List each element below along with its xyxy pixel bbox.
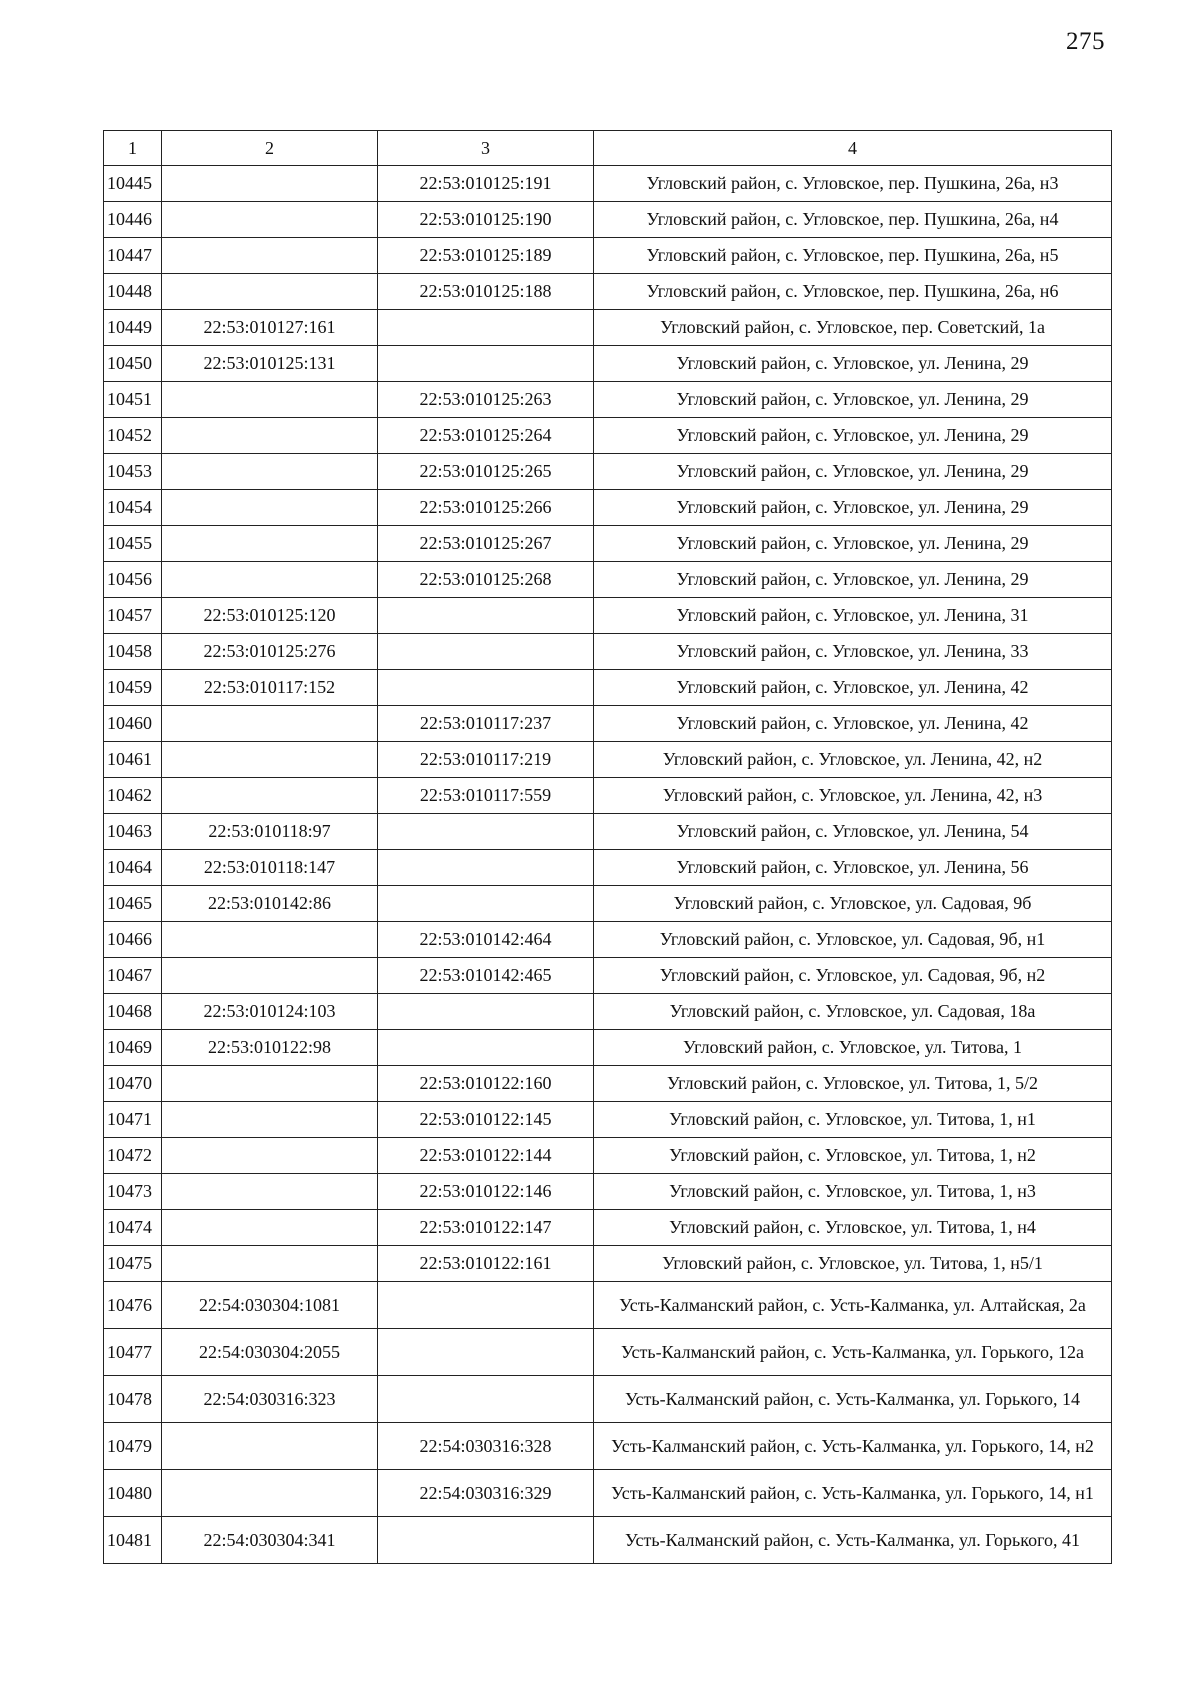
cadastral-number-col2: 22:53:010142:86 <box>162 886 378 922</box>
cadastral-number-col3: 22:54:030316:329 <box>378 1470 594 1517</box>
address-cell: Угловский район, с. Угловское, ул. Садовая, 9б <box>594 886 1112 922</box>
row-number-cell: 10459 <box>104 670 162 706</box>
address-cell: Угловский район, с. Угловское, ул. Ленина, 54 <box>594 814 1112 850</box>
cadastral-number-col3 <box>378 346 594 382</box>
cadastral-number-col3 <box>378 1517 594 1564</box>
row-number-cell: 10457 <box>104 598 162 634</box>
address-cell: Угловский район, с. Угловское, ул. Ленина, 29 <box>594 454 1112 490</box>
table-row <box>104 202 1112 238</box>
cadastral-number-col3: 22:53:010122:147 <box>378 1210 594 1246</box>
address-cell: Угловский район, с. Угловское, ул. Ленина, 29 <box>594 562 1112 598</box>
cadastral-number-col3: 22:53:010125:188 <box>378 274 594 310</box>
cadastral-number-col2 <box>162 1138 378 1174</box>
cadastral-number-col3: 22:53:010125:265 <box>378 454 594 490</box>
row-number-cell: 10446 <box>104 202 162 238</box>
address-cell: Угловский район, с. Угловское, пер. Советский, 1а <box>594 310 1112 346</box>
address-cell: Угловский район, с. Угловское, ул. Ленина, 29 <box>594 346 1112 382</box>
cadastral-number-col3: 22:54:030316:328 <box>378 1423 594 1470</box>
row-number-cell: 10453 <box>104 454 162 490</box>
header-col-1: 1 <box>104 131 162 166</box>
table-row <box>104 1210 1112 1246</box>
header-col-4: 4 <box>594 131 1112 166</box>
header-col-3: 3 <box>378 131 594 166</box>
address-cell: Угловский район, с. Угловское, ул. Ленина, 42, н3 <box>594 778 1112 814</box>
registry-table <box>103 130 1112 1564</box>
row-number-cell: 10456 <box>104 562 162 598</box>
cadastral-number-col2: 22:53:010118:97 <box>162 814 378 850</box>
row-number-cell: 10455 <box>104 526 162 562</box>
cadastral-number-col3: 22:53:010125:266 <box>378 490 594 526</box>
table-row <box>104 814 1112 850</box>
table-row <box>104 742 1112 778</box>
address-cell: Угловский район, с. Угловское, ул. Ленина, 56 <box>594 850 1112 886</box>
address-cell: Угловский район, с. Угловское, ул. Титова, 1, н2 <box>594 1138 1112 1174</box>
row-number-cell: 10468 <box>104 994 162 1030</box>
table-header <box>104 131 1112 166</box>
cadastral-number-col2 <box>162 202 378 238</box>
address-cell: Усть-Калманский район, с. Усть-Калманка, ул. Алтайская, 2а <box>594 1282 1112 1329</box>
table-row <box>104 1102 1112 1138</box>
row-number-cell: 10458 <box>104 634 162 670</box>
table-row <box>104 670 1112 706</box>
row-number-cell: 10476 <box>104 1282 162 1329</box>
table-row <box>104 598 1112 634</box>
cadastral-number-col2: 22:53:010127:161 <box>162 310 378 346</box>
table-row <box>104 418 1112 454</box>
row-number-cell: 10451 <box>104 382 162 418</box>
address-cell: Усть-Калманский район, с. Усть-Калманка, ул. Горького, 12а <box>594 1329 1112 1376</box>
address-cell: Угловский район, с. Угловское, ул. Ленина, 33 <box>594 634 1112 670</box>
table-row <box>104 346 1112 382</box>
row-number-cell: 10466 <box>104 922 162 958</box>
row-number-cell: 10479 <box>104 1423 162 1470</box>
cadastral-number-col3 <box>378 634 594 670</box>
address-cell: Угловский район, с. Угловское, ул. Ленина, 29 <box>594 490 1112 526</box>
table-row <box>104 526 1112 562</box>
address-cell: Угловский район, с. Угловское, пер. Пушкина, 26а, н6 <box>594 274 1112 310</box>
cadastral-number-col3: 22:53:010125:191 <box>378 166 594 202</box>
row-number-cell: 10481 <box>104 1517 162 1564</box>
address-cell: Угловский район, с. Угловское, ул. Титова, 1, н3 <box>594 1174 1112 1210</box>
cadastral-number-col3 <box>378 1030 594 1066</box>
table-row <box>104 1138 1112 1174</box>
address-cell: Угловский район, с. Угловское, пер. Пушкина, 26а, н4 <box>594 202 1112 238</box>
cadastral-number-col2 <box>162 958 378 994</box>
table-row <box>104 382 1112 418</box>
table-row <box>104 958 1112 994</box>
address-cell: Угловский район, с. Угловское, ул. Ленина, 29 <box>594 382 1112 418</box>
row-number-cell: 10475 <box>104 1246 162 1282</box>
table-row <box>104 1329 1112 1376</box>
cadastral-number-col2: 22:54:030316:323 <box>162 1376 378 1423</box>
address-cell: Усть-Калманский район, с. Усть-Калманка, ул. Горького, 14, н2 <box>594 1423 1112 1470</box>
row-number-cell: 10465 <box>104 886 162 922</box>
table-row <box>104 886 1112 922</box>
cadastral-number-col3 <box>378 994 594 1030</box>
address-cell: Угловский район, с. Угловское, ул. Ленина, 31 <box>594 598 1112 634</box>
table-row <box>104 1517 1112 1564</box>
header-col-2: 2 <box>162 131 378 166</box>
table-row <box>104 1423 1112 1470</box>
table-row <box>104 1246 1112 1282</box>
table-row <box>104 1174 1112 1210</box>
cadastral-number-col3 <box>378 814 594 850</box>
address-cell: Угловский район, с. Угловское, ул. Садовая, 18а <box>594 994 1112 1030</box>
cadastral-number-col3 <box>378 1376 594 1423</box>
cadastral-number-col2 <box>162 274 378 310</box>
table-row <box>104 1066 1112 1102</box>
row-number-cell: 10449 <box>104 310 162 346</box>
cadastral-number-col2: 22:53:010118:147 <box>162 850 378 886</box>
row-number-cell: 10474 <box>104 1210 162 1246</box>
page-number: 275 <box>1066 28 1105 55</box>
row-number-cell: 10472 <box>104 1138 162 1174</box>
cadastral-number-col3: 22:53:010122:144 <box>378 1138 594 1174</box>
cadastral-number-col3: 22:53:010125:190 <box>378 202 594 238</box>
row-number-cell: 10454 <box>104 490 162 526</box>
cadastral-number-col2 <box>162 742 378 778</box>
cadastral-number-col2 <box>162 1246 378 1282</box>
cadastral-number-col2: 22:53:010117:152 <box>162 670 378 706</box>
cadastral-number-col2 <box>162 454 378 490</box>
cadastral-number-col2 <box>162 1174 378 1210</box>
cadastral-number-col2 <box>162 922 378 958</box>
cadastral-number-col2 <box>162 1423 378 1470</box>
table-row <box>104 1030 1112 1066</box>
cadastral-number-col3: 22:53:010122:161 <box>378 1246 594 1282</box>
cadastral-number-col3: 22:53:010142:465 <box>378 958 594 994</box>
cadastral-number-col2: 22:54:030304:341 <box>162 1517 378 1564</box>
table-row <box>104 310 1112 346</box>
cadastral-number-col3: 22:53:010117:559 <box>378 778 594 814</box>
address-cell: Угловский район, с. Угловское, ул. Ленина, 42, н2 <box>594 742 1112 778</box>
cadastral-number-col3: 22:53:010117:219 <box>378 742 594 778</box>
table-row <box>104 634 1112 670</box>
address-cell: Угловский район, с. Угловское, пер. Пушкина, 26а, н3 <box>594 166 1112 202</box>
cadastral-number-col2 <box>162 1210 378 1246</box>
address-cell: Усть-Калманский район, с. Усть-Калманка, ул. Горького, 41 <box>594 1517 1112 1564</box>
address-cell: Угловский район, с. Угловское, ул. Титова, 1 <box>594 1030 1112 1066</box>
cadastral-number-col2: 22:54:030304:1081 <box>162 1282 378 1329</box>
cadastral-number-col2: 22:54:030304:2055 <box>162 1329 378 1376</box>
cadastral-number-col3: 22:53:010122:145 <box>378 1102 594 1138</box>
address-cell: Угловский район, с. Угловское, ул. Титова, 1, н5/1 <box>594 1246 1112 1282</box>
table-row <box>104 166 1112 202</box>
cadastral-number-col3: 22:53:010142:464 <box>378 922 594 958</box>
table-row <box>104 1376 1112 1423</box>
address-cell: Угловский район, с. Угловское, ул. Садовая, 9б, н1 <box>594 922 1112 958</box>
cadastral-number-col2 <box>162 238 378 274</box>
table-row <box>104 1282 1112 1329</box>
cadastral-number-col2 <box>162 706 378 742</box>
table-row <box>104 850 1112 886</box>
address-cell: Угловский район, с. Угловское, ул. Ленина, 29 <box>594 526 1112 562</box>
row-number-cell: 10450 <box>104 346 162 382</box>
cadastral-number-col2 <box>162 778 378 814</box>
cadastral-number-col3: 22:53:010122:160 <box>378 1066 594 1102</box>
cadastral-number-col3: 22:53:010125:263 <box>378 382 594 418</box>
cadastral-number-col3: 22:53:010122:146 <box>378 1174 594 1210</box>
cadastral-number-col3: 22:53:010125:264 <box>378 418 594 454</box>
row-number-cell: 10463 <box>104 814 162 850</box>
row-number-cell: 10462 <box>104 778 162 814</box>
table-row <box>104 922 1112 958</box>
cadastral-number-col2 <box>162 166 378 202</box>
table-row <box>104 274 1112 310</box>
row-number-cell: 10473 <box>104 1174 162 1210</box>
cadastral-number-col2 <box>162 526 378 562</box>
address-cell: Усть-Калманский район, с. Усть-Калманка, ул. Горького, 14, н1 <box>594 1470 1112 1517</box>
cadastral-number-col3 <box>378 850 594 886</box>
cadastral-number-col3 <box>378 310 594 346</box>
row-number-cell: 10478 <box>104 1376 162 1423</box>
row-number-cell: 10448 <box>104 274 162 310</box>
cadastral-number-col2: 22:53:010125:276 <box>162 634 378 670</box>
cadastral-number-col2 <box>162 1470 378 1517</box>
row-number-cell: 10445 <box>104 166 162 202</box>
table-row <box>104 706 1112 742</box>
cadastral-number-col3: 22:53:010125:268 <box>378 562 594 598</box>
row-number-cell: 10461 <box>104 742 162 778</box>
table-row <box>104 490 1112 526</box>
cadastral-number-col3 <box>378 1329 594 1376</box>
row-number-cell: 10464 <box>104 850 162 886</box>
row-number-cell: 10447 <box>104 238 162 274</box>
table-row <box>104 778 1112 814</box>
table-body <box>104 166 1112 1564</box>
address-cell: Усть-Калманский район, с. Усть-Калманка, ул. Горького, 14 <box>594 1376 1112 1423</box>
table-row <box>104 238 1112 274</box>
row-number-cell: 10452 <box>104 418 162 454</box>
cadastral-number-col3 <box>378 1282 594 1329</box>
address-cell: Угловский район, с. Угловское, ул. Ленина, 42 <box>594 706 1112 742</box>
cadastral-number-col2: 22:53:010124:103 <box>162 994 378 1030</box>
address-cell: Угловский район, с. Угловское, ул. Титова, 1, 5/2 <box>594 1066 1112 1102</box>
cadastral-number-col3 <box>378 670 594 706</box>
cadastral-number-col2: 22:53:010122:98 <box>162 1030 378 1066</box>
table-row <box>104 562 1112 598</box>
row-number-cell: 10477 <box>104 1329 162 1376</box>
address-cell: Угловский район, с. Угловское, ул. Ленина, 29 <box>594 418 1112 454</box>
cadastral-number-col3 <box>378 598 594 634</box>
address-cell: Угловский район, с. Угловское, ул. Титова, 1, н4 <box>594 1210 1112 1246</box>
row-number-cell: 10480 <box>104 1470 162 1517</box>
cadastral-number-col2 <box>162 418 378 454</box>
row-number-cell: 10460 <box>104 706 162 742</box>
address-cell: Угловский район, с. Угловское, ул. Садовая, 9б, н2 <box>594 958 1112 994</box>
cadastral-number-col2: 22:53:010125:120 <box>162 598 378 634</box>
address-cell: Угловский район, с. Угловское, ул. Ленина, 42 <box>594 670 1112 706</box>
cadastral-number-col2 <box>162 382 378 418</box>
cadastral-number-col2 <box>162 1066 378 1102</box>
cadastral-number-col2 <box>162 1102 378 1138</box>
row-number-cell: 10467 <box>104 958 162 994</box>
table-row <box>104 994 1112 1030</box>
address-cell: Угловский район, с. Угловское, пер. Пушкина, 26а, н5 <box>594 238 1112 274</box>
table-row <box>104 454 1112 490</box>
table-row <box>104 1470 1112 1517</box>
cadastral-number-col2: 22:53:010125:131 <box>162 346 378 382</box>
row-number-cell: 10469 <box>104 1030 162 1066</box>
header-row <box>104 131 1112 166</box>
row-number-cell: 10471 <box>104 1102 162 1138</box>
cadastral-number-col3: 22:53:010125:189 <box>378 238 594 274</box>
cadastral-number-col2 <box>162 562 378 598</box>
cadastral-number-col3: 22:53:010117:237 <box>378 706 594 742</box>
row-number-cell: 10470 <box>104 1066 162 1102</box>
cadastral-number-col3 <box>378 886 594 922</box>
cadastral-number-col3: 22:53:010125:267 <box>378 526 594 562</box>
cadastral-number-col2 <box>162 490 378 526</box>
address-cell: Угловский район, с. Угловское, ул. Титова, 1, н1 <box>594 1102 1112 1138</box>
